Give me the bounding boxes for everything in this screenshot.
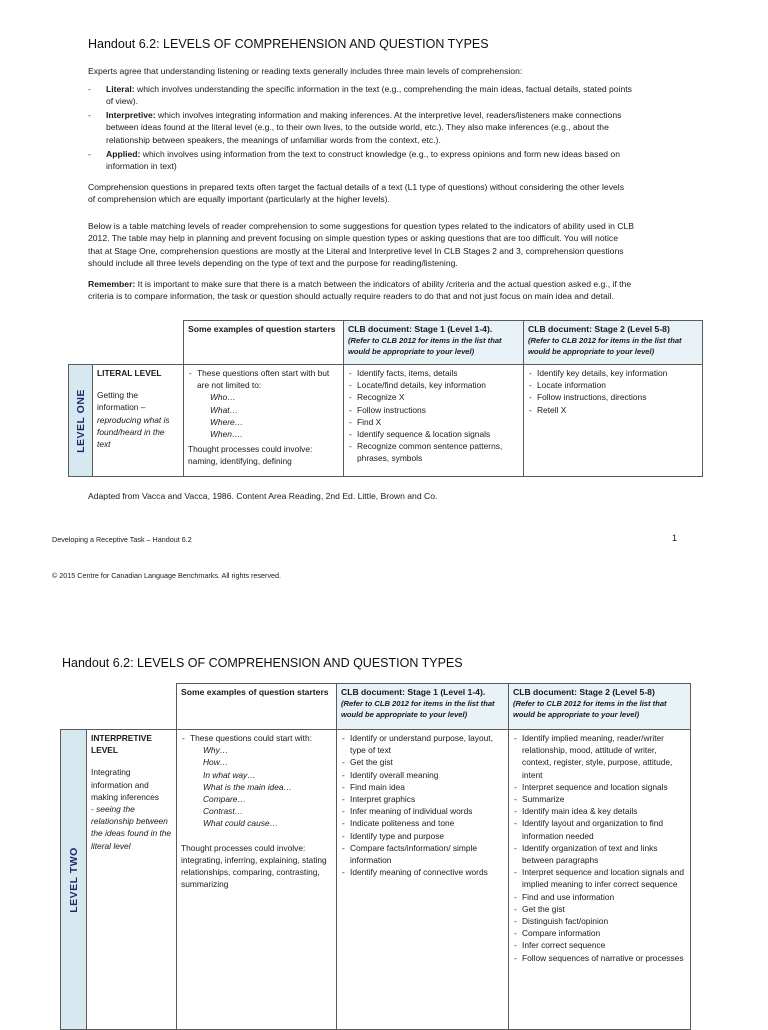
para2-line3: that at Stage One, comprehension questions are mostly at the Literal and Interpretive level In CLB Stages 2 and 3, comprehension questions [88, 245, 624, 256]
literal-text-2: of view). [106, 96, 138, 107]
para2-line2: 2012. The table may help in planning and prevent focusing on simple question types or asking questions that are too difficult. You will notice [88, 233, 618, 244]
list-item: - Indicate politeness and tone [341, 817, 504, 829]
list-item: - Get the gist [341, 756, 504, 768]
interpretive-starters-cell [177, 730, 337, 1030]
level-bullet-applied: - Applied: which involves using information from the text to construct knowledge (e.g., to express opinions and form new ideas based on information in text) [88, 149, 620, 172]
interpretive-stage2-cell [509, 730, 691, 1030]
level-bullet-interpretive: - Interpretive: which involves integrating information and making inferences. At the interpretive level, readers/listeners make connections between ideas found at the literal level (e.g., to their own lives, to the outside world, etc.). They also make inferences (e.g., about the relationship between speakers, the meanings of unfamiliar words from the context, etc.). [88, 110, 622, 145]
para2-line1: Below is a table matching levels of reader comprehension to some suggestions for question types related to the indicators of ability used in CLB [88, 221, 635, 231]
list-item: - Identify or understand purpose, layout, type of text [341, 732, 504, 756]
intro-text: Experts agree that understanding listening or reading texts generally includes three main levels of comprehension: [88, 66, 523, 76]
literal-level-desc-italic: reproducing what is found/heard in the text [97, 414, 170, 450]
literal-stage2-cell [524, 365, 703, 477]
list-item: - Identify main idea & key details [513, 805, 686, 817]
list-item: - Infer meaning of individual words [341, 805, 504, 817]
starter-item: What is the main idea… [203, 781, 292, 792]
literal-level-cell [93, 365, 184, 477]
list-item: - Recognize X [348, 391, 519, 403]
table-corner [69, 321, 184, 365]
literal-level-desc: Getting the information – [97, 390, 146, 413]
paragraph-table-intro [88, 220, 713, 270]
literal-stage1-cell [344, 365, 524, 477]
interpretive-text: which involves integrating information and making inferences. At the interpretive level, readers/listeners make connections [155, 110, 622, 120]
list-item: - Follow sequences of narrative or processes [513, 952, 686, 964]
list-item: - Identify implied meaning, reader/writer relationship, mood, attitude of writer, context, register, style, purpose, attitude, intent [513, 732, 686, 781]
remember-line2: criteria is to compare information, the task or question should actually require readers to do that and not just focus on main idea and detail. [88, 291, 614, 302]
applied-text-2: information in text) [106, 161, 177, 172]
header-2-stage-2: CLB document: Stage 2 (Level 5-8) (Refer to CLB 2012 for items in the list that would be appropriate to your level) [509, 684, 691, 730]
list-item: - Get the gist [513, 903, 686, 915]
para1-line1: Comprehension questions in prepared texts often target the factual details of a text (L1 type of questions) without considering the other levels [88, 182, 624, 192]
term-literal: Literal: [106, 84, 135, 94]
list-item: - Identify meaning of connective words [341, 866, 504, 878]
header-stage-1: CLB document: Stage 1 (Level 1-4). (Refer to CLB 2012 for items in the list that would be appropriate to your level) [344, 321, 524, 365]
term-interpretive: Interpretive: [106, 110, 156, 120]
level-one-label: LEVEL ONE [74, 388, 87, 453]
list-item: - Identify layout and organization to find information needed [513, 817, 686, 841]
list-item: - Distinguish fact/opinion [513, 915, 686, 927]
list-item: - Recognize common sentence patterns, phrases, symbols [348, 440, 519, 464]
list-item: - Interpret sequence and location signals [513, 781, 686, 793]
paragraph-remember [88, 278, 713, 303]
starter-item: Why… [203, 745, 229, 756]
level-one-label-cell [69, 365, 93, 477]
list-item: - Locate/find details, key information [348, 379, 519, 391]
literal-text: which involves understanding the specific information in the text (e.g., comprehending the main ideas, factual details, stated points [134, 84, 632, 94]
list-item: - Summarize [513, 793, 686, 805]
list-item: - Retell X [528, 404, 698, 416]
table-2-corner [61, 684, 177, 730]
list-item: - Follow instructions, directions [528, 391, 698, 403]
literal-starters-cell [184, 365, 344, 477]
list-item: - Identify sequence & location signals [348, 428, 519, 440]
header-stage-2: CLB document: Stage 2 (Level 5-8) (Refer to CLB 2012 for items in the list that would be appropriate to your level) [524, 321, 703, 365]
interpretive-stage1-cell [337, 730, 509, 1030]
header-2-question-starters: Some examples of question starters [177, 684, 337, 730]
thought-processes: Thought processes could involve: naming, identifying, defining [188, 444, 313, 467]
starter-item: Who… [210, 392, 236, 403]
list-item: - Infer correct sequence [513, 939, 686, 951]
header-question-starters: Some examples of question starters [184, 321, 344, 365]
interpretive-level-name: INTERPRETIVE LEVEL [91, 733, 152, 756]
list-item: - Compare facts/information/ simple information [341, 842, 504, 866]
page-number: 1 [672, 533, 678, 543]
literal-level-name: LITERAL LEVEL [97, 368, 162, 378]
term-applied: Applied: [106, 149, 141, 159]
applied-text: which involves using information from the text to construct knowledge (e.g., to express opinions and form new ideas based on [140, 149, 620, 159]
remember-line1: It is important to make sure that there is a match between the indicators of ability /criteria and the actual question asked e.g., if the [135, 279, 632, 289]
list-item: - Identify key details, key information [528, 367, 698, 379]
list-item: - Identify organization of text and links between paragraphs [513, 842, 686, 866]
thought-processes: Thought processes could involve: integrating, inferring, explaining, stating relationships, comparing, contrasting, summarizing [181, 842, 327, 890]
list-item: - Identify facts, items, details [348, 367, 519, 379]
starter-item: In what way… [203, 769, 256, 780]
copyright: © 2015 Centre for Canadian Language Benchmarks. All rights reserved. [52, 571, 282, 580]
list-item: - Find main idea [341, 781, 504, 793]
list-item: - Interpret sequence and location signals and implied meaning to infer correct sequence [513, 866, 686, 890]
interpretive-level-cell [87, 730, 177, 1030]
levels-table-one [68, 320, 703, 477]
level-bullet-literal: - Literal: which involves understanding the specific information in the text (e.g., comprehending the main ideas, factual details, stated points of view). [88, 84, 632, 107]
list-item: - Find and use information [513, 891, 686, 903]
list-item: - Locate information [528, 379, 698, 391]
remember-term: Remember: [88, 279, 136, 289]
interpretive-level-desc-italic: - seeing the relationship between the ideas found in the literal level [91, 804, 172, 851]
starter-item: Compare… [203, 794, 246, 805]
list-item: - Interpret graphics [341, 793, 504, 805]
levels-table-two [60, 683, 691, 1030]
interpretive-level-desc: Integrating information and making inferences [91, 767, 159, 802]
starter-item: Contrast… [203, 806, 244, 817]
para2-line4: should include all three levels depending on the type of text and the purpose for reading/listening. [88, 258, 458, 269]
page-2-title: Handout 6.2: LEVELS OF COMPREHENSION AND QUESTION TYPES [62, 656, 463, 670]
para1-line2: of comprehension which are equally important (particularly at the higher levels). [88, 194, 390, 205]
level-two-label-cell [61, 730, 87, 1030]
starter-item: When…. [210, 429, 243, 440]
paragraph-comprehension [88, 181, 713, 206]
adapted-source: Adapted from Vacca and Vacca, 1986. Content Area Reading, 2nd Ed. Little, Brown and Co. [88, 491, 438, 501]
starter-item: What… [210, 404, 238, 415]
list-item: - Compare information [513, 927, 686, 939]
list-item: - Identify overall meaning [341, 769, 504, 781]
footer-left: Developing a Receptive Task – Handout 6.2 [52, 535, 192, 544]
page-title: Handout 6.2: LEVELS OF COMPREHENSION AND QUESTION TYPES [88, 37, 489, 51]
interpretive-text-3: relationship between speakers, the meanings of unfamiliar words from the context, etc.). [106, 134, 441, 145]
level-two-label: LEVEL TWO [67, 846, 80, 913]
list-item: - Find X [348, 416, 519, 428]
starters-intro: - These questions often start with but are not limited to: [188, 367, 339, 391]
list-item: - Follow instructions [348, 404, 519, 416]
starter-item: How… [203, 757, 229, 768]
interpretive-text-2: between ideas found at the literal level (e.g., to their own lives, to the outside world, etc.). They also make inferences (e.g., about the [106, 122, 609, 133]
list-item: - Identify type and purpose [341, 830, 504, 842]
starter-item: What could cause… [203, 818, 278, 829]
starters-intro: - These questions could start with: [181, 732, 332, 744]
header-2-stage-1: CLB document: Stage 1 (Level 1-4). (Refer to CLB 2012 for items in the list that would be appropriate to your level) [337, 684, 509, 730]
starter-item: Where… [210, 416, 244, 427]
